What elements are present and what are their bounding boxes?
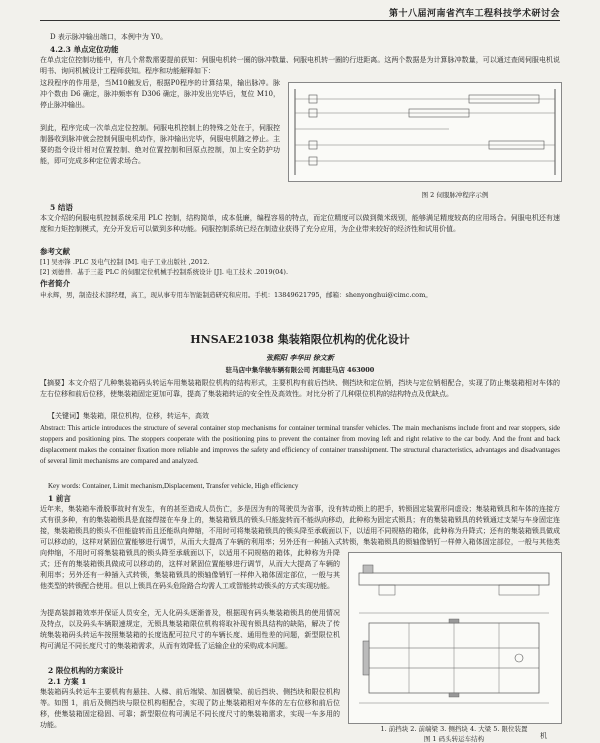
section-4-2-3-heading: 4.2.3 单点定位功能 [50,45,119,54]
servo-ladder-figure [288,82,562,182]
front-axle [379,585,395,595]
transfer-vehicle-figure [348,552,562,724]
article-affiliation: 驻马店中集华骏车辆有限公司 河南驻马店 463000 [225,366,375,374]
reference-2: [2] 刘德普．基于三菱 PLC 的伺服定位机械手控制系统设计 [J]. 电工技术 .2019(04). [40,268,289,276]
conclusion-para: 本文介绍的伺服电机控制系统采用 PLC 控制，结构简单，成本低廉，编程容易的特点，而定位精度可以做到微米级别，能够满足精度较高的应用场合。伺服电机还有速度和力矩控制模式，充分开发后可以做到多种功能。伺服控制系统已经在制造业获得了充分应用，为企业带来较好的经济性和试用价值。 [40,214,560,233]
header-rule [40,20,560,21]
intro-para-1a: 近年来，集装箱车滑脱事故时有发生，有的甚至造成人员伤亡，多是因为有的驾驶员为省事，没有转动锁上的把手，转锁固定装置形同虚设；集装箱锁具和车体的连接方式有很多种，有的集装箱锁具是直接焊接在车身上的，集装箱锁具的锁头只能旋转而不能纵向移动，此种称为固定式锁具；有的集装箱锁具的转锁通过支架与车身固定连接，集装箱锁具的锁头不但能旋转而且还能纵向伸缩，不用时可将集装箱锁具的锁头降至承载面以下，以适用不同规格的箱体，此种称为升降式；还有的集装箱锁具做成可以移动的，这样对紧固位置能够进行调节，从而大大提高了车辆的利用率；另外还有一种插入式转锁，集装箱锁具的锁轴像销钉一样伸入箱体固定部位，一般与其他类 [40,505,560,546]
reference-1: [1] 吴亦锋 .PLC 及电气控制 [M]. 电子工业出版社 ,2012. [40,258,210,266]
rear-axle [499,585,539,595]
ladder-diagram [289,83,561,181]
intro-para-1-continued: 向伸缩，不用时可将集装箱锁具的锁头降至承载面以下，以适用不同规格的箱体，此种称为升降式；还有的集装箱锁具做成可以移动的，这样对紧固位置能够进行调节，从而大大提高了车辆的利用率；另外还有一种插入式转锁，集装箱锁具的锁轴像销钉一样伸入箱体固定部位，一般与其他类型的转锁配合使用。但以上锁具在码头危险路合均需人工或智能转动锁头的方式实现功能。 [40,549,340,590]
intro-para-2: 为提高装卸箱效率并保证人员安全，无人化码头逐渐普及，根据现有码头集装箱锁具的使用情况及特点，以及码头车辆限速规定，无锁具集装箱限位机构将取补现有锁具结构的缺陷，解决了传统集装箱码头转运车按照集装箱的长度选配可拉尺寸的车辆长度、通用性差的问题，新型限位机构可满足不同长度尺寸的集装箱需求，从而有效降低了运输企业的采购成本问题。 [40,609,340,650]
section-2-heading: 2 限位机构的方案设计 [48,666,124,675]
fig1-caption: 图 1 码头转运车结构 [423,735,485,743]
section-2-1-heading: 2.1 方案 1 [48,677,87,686]
keywords-en: Key words: Container, Limit mechanism,Displacement, Transfer vehicle, High efficiency [48,482,299,490]
side-stopper-top [449,619,459,623]
vehicle-drawing [349,553,561,723]
program-summary-para: 到此，程序完成一次单点定位控制。伺服电机控制上的特殊之处在于，伺服控制器收到脉冲就会控制伺服电机动作，脉冲输出完毕，伺服电机随之停止。主要的指令设计相对位置控制、绝对位置控制和回原点控制，加上安全防护功能，即可完成多种定位需求场合。 [40,124,280,165]
program-explain-para: 这段程序的作用是，当M10触发后，根据P0程序的计算结果，输出脉冲。脉冲个数由 D6 确定，脉冲频率有 D306 确定，脉冲发出完毕后，复位 M10，停止脉冲输出。 [40,79,280,109]
side-stopper-bottom [449,693,459,697]
section-1-heading: 1 前言 [48,494,71,503]
abstract-cn: 【摘要】本文介绍了几种集装箱码头转运车用集装箱限位机构的结构形式，主要机构有前后挡块、侧挡块和定位销，挡块与定位销相配合，实现了防止集装箱相对车体的左右位移和前后位移，使集装箱固定更加可靠，提高了集装箱转运的安全性及高效性。对比分析了几种限位机构的结构特点及优缺点。 [40,379,560,398]
side-view-frame [359,573,549,585]
intro-para-1b [40,548,340,614]
section-5-heading: 5 结语 [50,203,73,212]
limit-device [515,654,523,662]
scheme-1-para: 集装箱码头转运车主要机构有悬挂、人梯、前后端梁、加固横梁、前后挡块、侧挡块和限位机构等。如图 1，前后及侧挡块与限位机构相配合，实现了防止集装箱相对车体的左右位移和前后位移，使集装箱固定稳固、可靠；新型限位构可满足不同长度尺寸的集装箱需求，实现一车多用的功能。 [40,688,340,729]
fig1-trailing-char: 机 [540,732,547,740]
article-title: HNSAE21038 集装箱限位机构的优化设计 [190,333,410,346]
author-intro-text: 申永辉，男，制造技术部经理，高工，现从事专用车智能制造研究和应用。手机：13849621795，邮箱：shenyonghui@cimc.com。 [40,291,432,299]
fig2-caption: 图 2 伺服脉冲程序示例 [421,191,489,199]
header-title: 第十八届河南省汽车工程科技学术研讨会 [388,9,560,19]
single-point-para: 在单点定位控制功能中，有几个常数需要提前获知：伺服电机转一圈的脉冲数量、伺服电机转一圈的行进距离。这两个数据是为计算脉冲数量，可以通过查阅伺服电机说明书、询问机械设计工程师获知。程序和功能解释如下： [40,56,560,75]
article-authors: 张熙阳 李华田 徐文新 [266,353,334,362]
author-intro-heading: 作者简介 [40,279,70,288]
fig1-legend: 1. 前挡块 2. 前端梁 3. 侧挡块 4. 大梁 5. 限位装置 [380,725,528,733]
keywords-cn: 【关键词】集装箱，限位机构，位移，转运车，高效 [48,412,209,420]
abstract-en: Abstract: This article introduces the structure of several container stop mechanisms for container terminal transfer vehicles. The main mechanisms include front and rear stoppers, side stoppers and positioning pins. The stoppers cooperate with the positioning pins to prevent the container from moving left and right relative to the car body. And the front and back displacement makes the container fixation more reliable and improves the safety and efficiency of container transshipment. The structural characteristics, advantages and disadvantages of several limit mechanisms are compared and analyzed. [40,424,560,465]
front-stopper-side [363,565,373,573]
references-heading: 参考文献 [40,247,70,256]
page-header [0,0,600,22]
pulse-port-note: D 表示脉冲输出端口，本例中为 Y0。 [50,33,168,41]
front-stopper-plan [363,641,369,675]
